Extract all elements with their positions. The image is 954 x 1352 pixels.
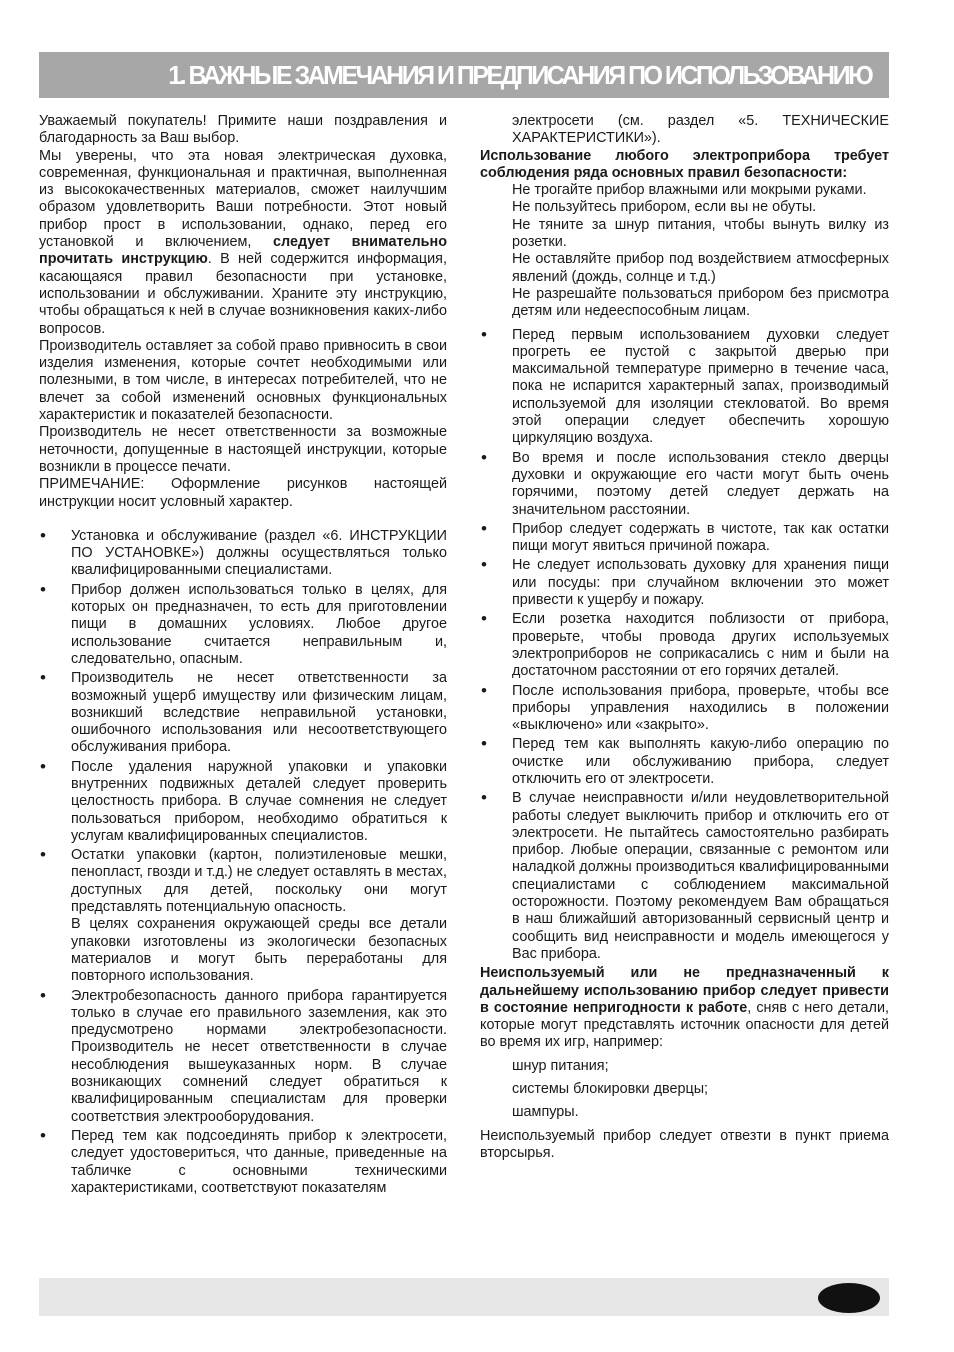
safety-rule: Не трогайте прибор влажными или мокрыми руками. (512, 182, 867, 199)
final-paragraph: Неиспользуемый прибор следует отвезти в пункт приема вторсырья. (480, 1127, 889, 1161)
bullet-icon: • (481, 734, 487, 754)
bullet-icon: • (40, 985, 46, 1005)
disposal-paragraph: Неиспользуемый или не предназначенный к дальнейшему использованию прибор следует привести в состояние непригодности к работе, сняв с него детали, которые могут представлять источник опасности для детей во время их игр, например: (480, 965, 889, 1051)
manufacturer-rights-paragraph: Производитель оставляет за собой право привносить в свои изделия изменения, которые сочтет необходимыми или полезными, в том числе, в интересах потребителей, что не влечет за собой изменений основных функциональных характеристик и показателей безопасности. (39, 337, 447, 424)
safety-rule: Не разрешайте пользоваться прибором без присмотра детям или недееспособным лицам. (512, 285, 889, 320)
bullet-icon: • (40, 668, 46, 688)
intro-warning-bold: следует внимательно прочитать инструкцию (39, 234, 447, 268)
intro-paragraph: Мы уверены, что эта новая электрическая духовка, современная, функциональная и практичная, выполненная из высококачественных материалов, сможет наилучшим образом удовлетворить Ваши потребности. Этот новый прибор прост в использовании, однако, перед его установкой и включением, следует внимательно прочитать инструкцию. В ней содержится информация, касающаяся правил безопасности при установке, использовании и обслуживании. Храните эту инструкцию, чтобы обращаться к ней в случае возникновения каких-либо вопросов. (39, 147, 447, 337)
environment-note: В целях сохранения окружающей среды все детали упаковки изготовлены из экологически безопасных материалов и могут быть переработаны для повторного использования. (71, 916, 447, 985)
bullet-icon: • (481, 609, 487, 629)
safety-rule: Не пользуйтесь прибором, если вы не обуты. (512, 199, 817, 216)
bullet-icon: • (481, 447, 487, 467)
bullet-icon: • (481, 555, 487, 575)
list-item: • Установка и обслуживание (раздел «6. ИНСТРУКЦИИ ПО УСТАНОВКЕ») должны осуществляться только квалифицированными специалистами. (40, 525, 447, 579)
disposal-part: шнур питания; (512, 1057, 609, 1074)
safety-rule: Не оставляйте прибор под воздействием атмосферных явлений (дождь, солнце и т.д.) (512, 251, 889, 285)
list-item: • Во время и после использования стекло дверцы духовки и окружающие его части могут быть очень горячими, поэтому детей следует держать на значительном расстоянии. (481, 447, 889, 518)
bullet-icon: • (481, 324, 487, 344)
list-item: • Перед тем как выполнять какую-либо операцию по очистке или обслуживанию прибора, следует отключить его от электросети. (481, 734, 889, 787)
bullet-icon: • (40, 525, 46, 545)
list-item: • После удаления наружной упаковки и упаковки внутренних подвижных деталей следует проверить целостность прибора. В случае сомнения не следует пользоваться прибором, необходимо обратиться к услугам квалифицированных специалистов. (40, 756, 447, 844)
page-badge-icon (818, 1283, 880, 1313)
intro-greeting: Уважаемый покупатель! Примите наши поздравления и благодарность за Ваш выбор. (39, 113, 447, 147)
bullet-icon: • (481, 680, 487, 700)
footer-bar (39, 1278, 889, 1316)
left-bullet-list (39, 525, 447, 1197)
list-item: • Производитель не несет ответственности за возможный ущерб имуществу или физическим лицам, возникший вследствие неправильной установки, ошибочного использования или несоответствующего обслуживания прибора. (40, 668, 447, 756)
bullet-icon: • (40, 1125, 46, 1145)
disposal-part: шампуры. (512, 1104, 579, 1121)
list-item: • Перед тем как подсоединять прибор к электросети, следует удостовериться, что данные, приведенные на табличке с основными техническими характеристиками, соответствуют показателям (40, 1125, 447, 1196)
list-item: • Не следует использовать духовку для хранения пищи или посуды: при случайном включении это может привести к ущербу и пожару. (481, 555, 889, 609)
list-item: • Если розетка находится поблизости от прибора, проверьте, чтобы провода других используемых электроприборов не соприкасались с ним и были на достаточном расстоянии от его горячих деталей. (481, 609, 889, 680)
section-header-bar (39, 52, 889, 98)
bullet-icon: • (481, 788, 487, 808)
right-bullet-list (480, 324, 889, 964)
safety-rule: Не тяните за шнур питания, чтобы вынуть вилку из розетки. (512, 216, 889, 251)
list-item: • Остатки упаковки (картон, полиэтиленовые мешки, пенопласт, гвозди и т.д.) не следует оставлять в местах, доступных для детей, поскольку они могут представлять потенциальную опасность. В целях сохранения окружающей среды все детали упаковки изготовлены из экологически безопасных материалов и могут быть переработаны для повторного использования. (40, 845, 447, 985)
list-item: • Прибор должен использоваться только в целях, для которых он предназначен, то есть для приготовлении пищи в домашних условиях. Любое другое использование считается неправильным и, следовательно, опасным. (40, 579, 447, 667)
bullet-icon: • (40, 579, 46, 599)
list-item: • В случае неисправности и/или неудовлетворительной работы следует выключить прибор и отключить его от электросети. Не пытайтесь самостоятельно разбирать прибор. Любые операции, связанные с ремонтом или наладкой должны производиться квалифицированными специалистами с соблюдением максимальной осторожности. Поэтому рекомендуем Вам обращаться в наш ближайший авторизованный сервисный центр и сообщить вид неисправности и модель имеющегося у Вас прибора. (481, 788, 889, 962)
bullet-icon: • (40, 845, 46, 865)
right-column (480, 113, 889, 1162)
disposal-part: системы блокировки дверцы; (512, 1081, 709, 1098)
bullet-icon: • (40, 756, 46, 776)
continued-text: электросети (см. раздел «5. ТЕХНИЧЕСКИЕ ХАРАКТЕРИСТИКИ»). (512, 113, 889, 147)
bullet-icon: • (481, 518, 487, 538)
safety-rules-heading: Использование любого электроприбора требует соблюдения ряда основных правил безопасности: (480, 147, 889, 181)
note-paragraph: ПРИМЕЧАНИЕ: Оформление рисунков настоящей инструкции носит условный характер. (39, 476, 447, 510)
left-column (39, 113, 447, 1199)
list-item: • Перед первым использованием духовки следует прогреть ее пустой с закрытой дверью при максимальной температуре примерно в течение часа, пока не испарится характерный запах, производимый используемой для изоляции стекловатой. Во время этой операции следует обеспечить хорошую циркуляцию воздуха. (481, 324, 889, 447)
manufacturer-liability-paragraph: Производитель не несет ответственности за возможные неточности, допущенные в настоящей инструкции, которые возникли в процессе печати. (39, 424, 447, 475)
disposal-bold: Неиспользуемый или не предназначенный к дальнейшему использованию прибор следует привести в состояние непригодности к работе (480, 965, 889, 1016)
list-item: • Электробезопасность данного прибора гарантируется только в случае его правильного заземления, как это предусмотрено нормами электробезопасности. Производитель не несет ответственности в случае несоблюдения вышеуказанных норм. В случае возникающих сомнений следует обратиться к квалифицированным специалистам для проверки соответствия электрооборудования. (40, 985, 447, 1125)
list-item: • После использования прибора, проверьте, чтобы все приборы управления находились в положении «выключено» или «закрыто». (481, 680, 889, 734)
list-item: • Прибор следует содержать в чистоте, так как остатки пищи могут явиться причиной пожара. (481, 518, 889, 555)
section-title: 1. ВАЖНЫЕ ЗАМЕЧАНИЯ И ПРЕДПИСАНИЯ ПО ИСПОЛЬЗОВАНИЮ (168, 59, 871, 90)
